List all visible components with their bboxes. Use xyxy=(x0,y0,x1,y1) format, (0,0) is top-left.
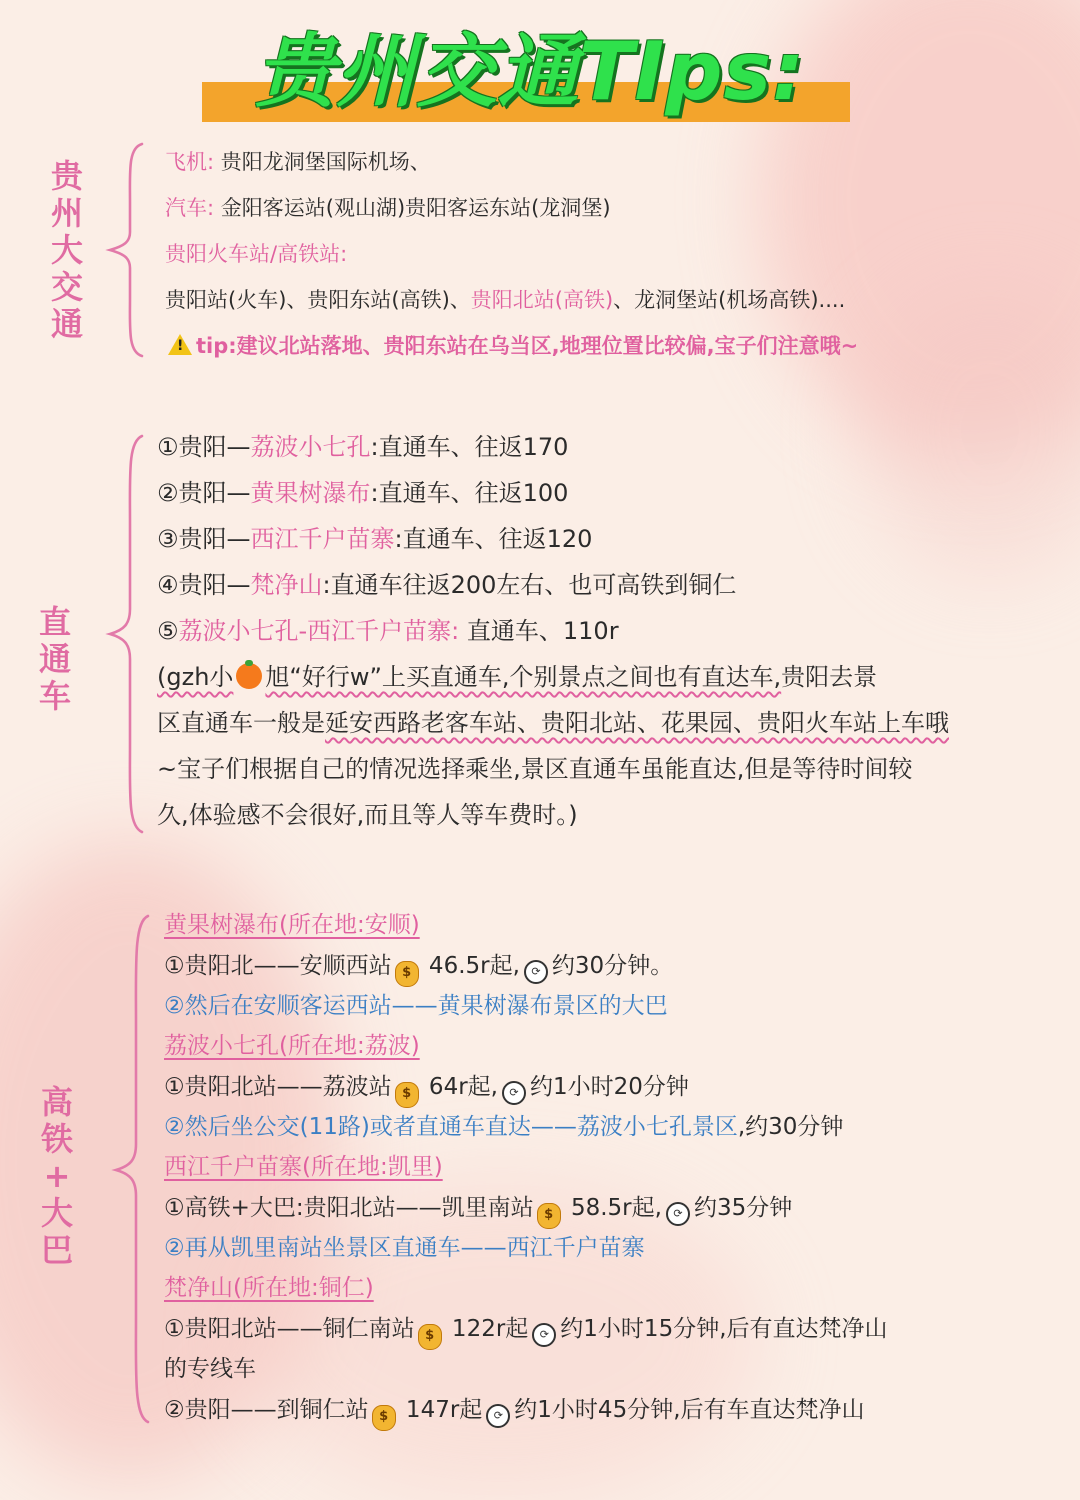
direct-route: ①贵阳—荔波小七孔:直通车、往返170 xyxy=(157,433,569,461)
destination-heading: 黄果树瀑布(所在地:安顺) xyxy=(164,912,420,938)
rail-route-line: ①高铁+大巴:贵阳北站——凯里南站 $ 58.5r起, ⟳ 约35分钟 xyxy=(164,1192,792,1229)
direct-route: ②贵阳—黄果树瀑布:直通车、往返100 xyxy=(157,479,569,507)
brace-divider xyxy=(104,142,148,358)
title-block xyxy=(200,20,860,130)
direct-route: ④贵阳—梵净山:直通车往返200左右、也可高铁到铜仁 xyxy=(157,571,737,599)
rail-route-line: ①贵阳北站——荔波站 $ 64r起, ⟳ 约1小时20分钟 xyxy=(164,1071,689,1108)
bus-route-line: ②再从凯里南站坐景区直通车——西江千户苗寨 xyxy=(164,1235,645,1261)
rail-route-line: ①贵阳北站——铜仁南站 $ 122r起 ⟳ 约1小时15分钟,后有直达梵净山 xyxy=(164,1313,888,1350)
flight-line: 飞机: 贵阳龙洞堡国际机场、 xyxy=(165,150,431,174)
page-title: 贵州交通TIps: xyxy=(254,25,806,118)
direct-route: ③贵阳—西江千户苗寨:直通车、往返120 xyxy=(157,525,593,553)
stopwatch-icon: ⟳ xyxy=(486,1404,510,1428)
destination-heading: 西江千户苗寨(所在地:凯里) xyxy=(164,1154,443,1180)
train-heading: 贵阳火车站/高铁站: xyxy=(165,242,348,266)
destination-heading: 梵净山(所在地:铜仁) xyxy=(164,1275,374,1301)
money-bag-icon: $ xyxy=(395,1082,419,1108)
brace-divider xyxy=(104,434,148,834)
orange-icon xyxy=(236,663,262,689)
note-line: (gzh小 旭“好行w”上买直通车,个别景点之间也有直达车,贵阳去景 xyxy=(157,663,878,691)
money-bag-icon: $ xyxy=(395,961,419,987)
bus-route-line: ②然后在安顺客运西站——黄果树瀑布景区的大巴 xyxy=(164,993,668,1019)
stopwatch-icon: ⟳ xyxy=(502,1081,526,1105)
stopwatch-icon: ⟳ xyxy=(524,960,548,984)
direct-route: ⑤荔波小七孔-西江千户苗寨: 直通车、110r xyxy=(157,617,619,645)
tip-line: !tip:建议北站落地、贵阳东站在乌当区,地理位置比较偏,宝子们注意哦~ xyxy=(168,331,858,361)
money-bag-icon: $ xyxy=(372,1405,396,1431)
money-bag-icon: $ xyxy=(537,1203,561,1229)
warning-icon xyxy=(168,334,192,355)
brace-divider xyxy=(110,914,154,1424)
rail-route-line-cont: 的专线车 xyxy=(164,1356,256,1382)
bus-line: 汽车: 金阳客运站(观山湖)贵阳客运东站(龙洞堡) xyxy=(165,196,611,220)
note-line: ~宝子们根据自己的情况选择乘坐,景区直通车虽能直达,但是等待时间较 xyxy=(157,755,913,783)
bus-route-line: ②然后坐公交(11路)或者直通车直达——荔波小七孔景区,约30分钟 xyxy=(164,1114,844,1140)
destination-heading: 荔波小七孔(所在地:荔波) xyxy=(164,1033,420,1059)
note-line: 久,体验感不会很好,而且等人等车费时。) xyxy=(157,801,578,829)
note-line: 区直通车一般是延安西路老客车站、贵阳北站、花果园、贵阳火车站上车哦 xyxy=(157,709,949,737)
section-label-transport-hubs: 贵 州 大 交 通 xyxy=(50,157,83,343)
section-label-rail-bus: 高 铁 + 大 巴 xyxy=(40,1083,73,1269)
rail-route-line: ②贵阳——到铜仁站 $ 147r起 ⟳ 约1小时45分钟,后有车直达梵净山 xyxy=(164,1394,865,1431)
rail-route-line: ①贵阳北——安顺西站 $ 46.5r起, ⟳ 约30分钟。 xyxy=(164,950,673,987)
train-stations-line: 贵阳站(火车)、贵阳东站(高铁)、贵阳北站(高铁)、龙洞堡站(机场高铁).... xyxy=(165,288,846,312)
money-bag-icon: $ xyxy=(418,1324,442,1350)
section-label-direct-bus: 直 通 车 xyxy=(38,603,71,715)
stopwatch-icon: ⟳ xyxy=(666,1202,690,1226)
stopwatch-icon: ⟳ xyxy=(532,1323,556,1347)
